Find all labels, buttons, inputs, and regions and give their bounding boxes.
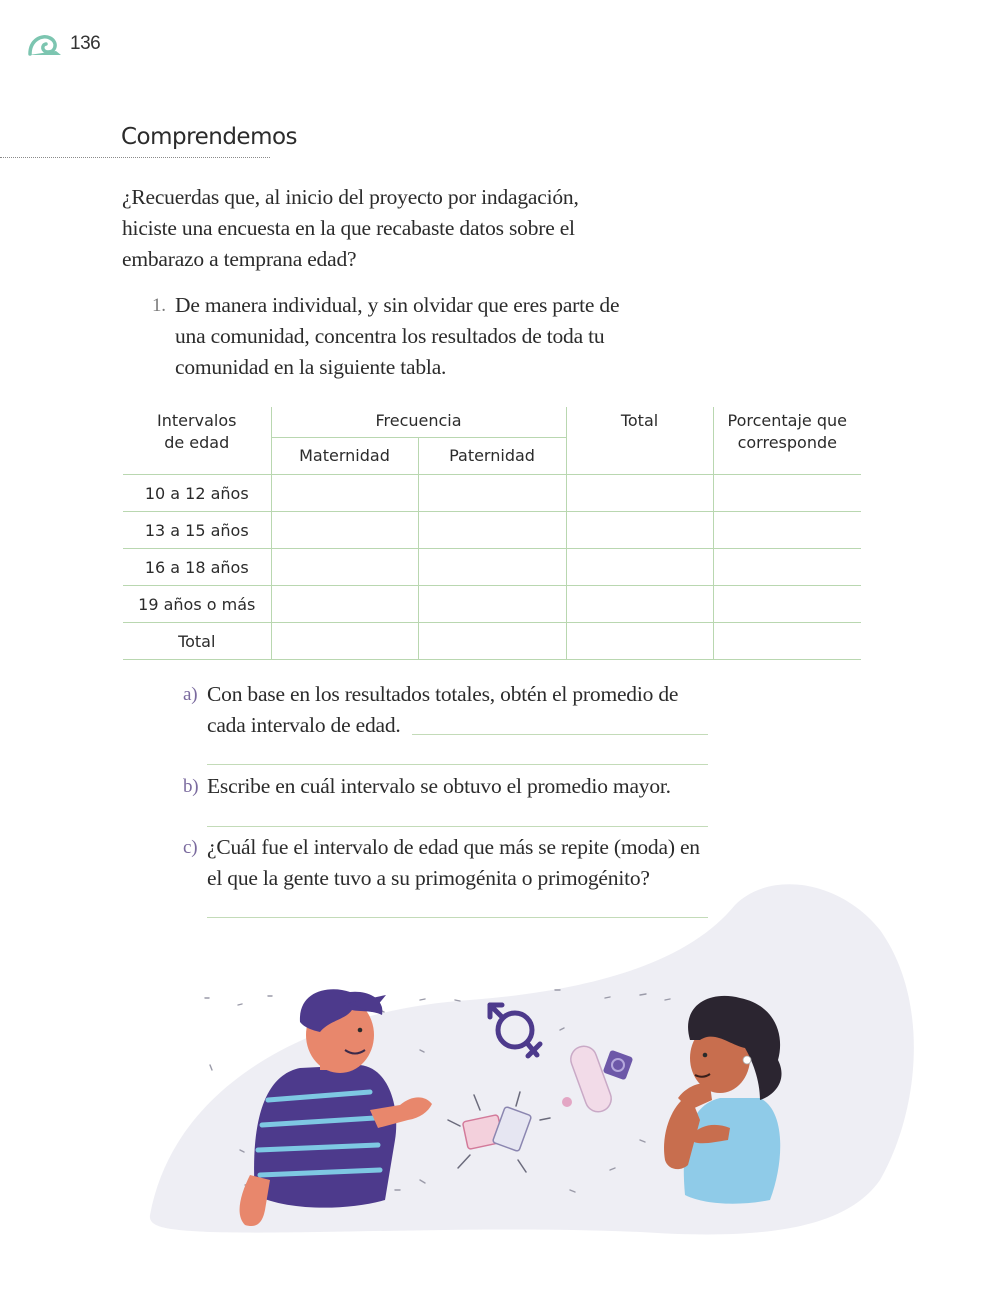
header-age-intervals-line1: Intervalos [157,411,237,430]
page-number: 136 [70,33,101,54]
header-frequency: Frecuencia [271,407,566,438]
header-total: Total [566,407,713,475]
header-maternity: Maternidad [271,438,418,475]
instruction-number: 1. [152,295,166,316]
boy-figure [240,989,432,1226]
question-letter: b) [183,776,199,797]
question-text: Escribe en cuál intervalo se obtuvo el promedio mayor. [207,774,671,798]
row-label: 16 a 18 años [123,549,271,586]
question-text: Con base en los resultados totales, obtén el promedio de cada intervalo de edad. [207,682,679,737]
section-title: Comprendemos [121,124,298,150]
girl-figure [664,996,781,1204]
gender-symbol-icon [490,1005,540,1056]
row-label: 13 a 15 años [123,512,271,549]
question-letter: a) [183,684,198,705]
row-label: Total [123,623,271,660]
question-text: ¿Cuál fue el intervalo de edad que más se repite (moda) en el que la gente tuvo a su primogénita o primogénito? [207,835,700,890]
contraceptive-items [448,1043,633,1172]
instruction-text: De manera individual, y sin olvidar que eres parte de una comunidad, concentra los resultados de toda tu comunidad en la siguiente tabla. [175,293,620,379]
row-label: 10 a 12 años [123,475,271,512]
row-label: 19 años o más [123,586,271,623]
intro-paragraph: ¿Recuerdas que, al inicio del proyecto por indagación, hiciste una encuesta en la que recabaste datos sobre el embarazo a temprana edad? [122,185,579,271]
header-percentage-line1: Porcentaje que [727,411,847,430]
header-paternity: Paternidad [418,438,566,475]
header-percentage-line2: corresponde [737,433,837,452]
header-age-intervals-line2: de edad [164,433,230,452]
question-letter: c) [183,837,198,858]
